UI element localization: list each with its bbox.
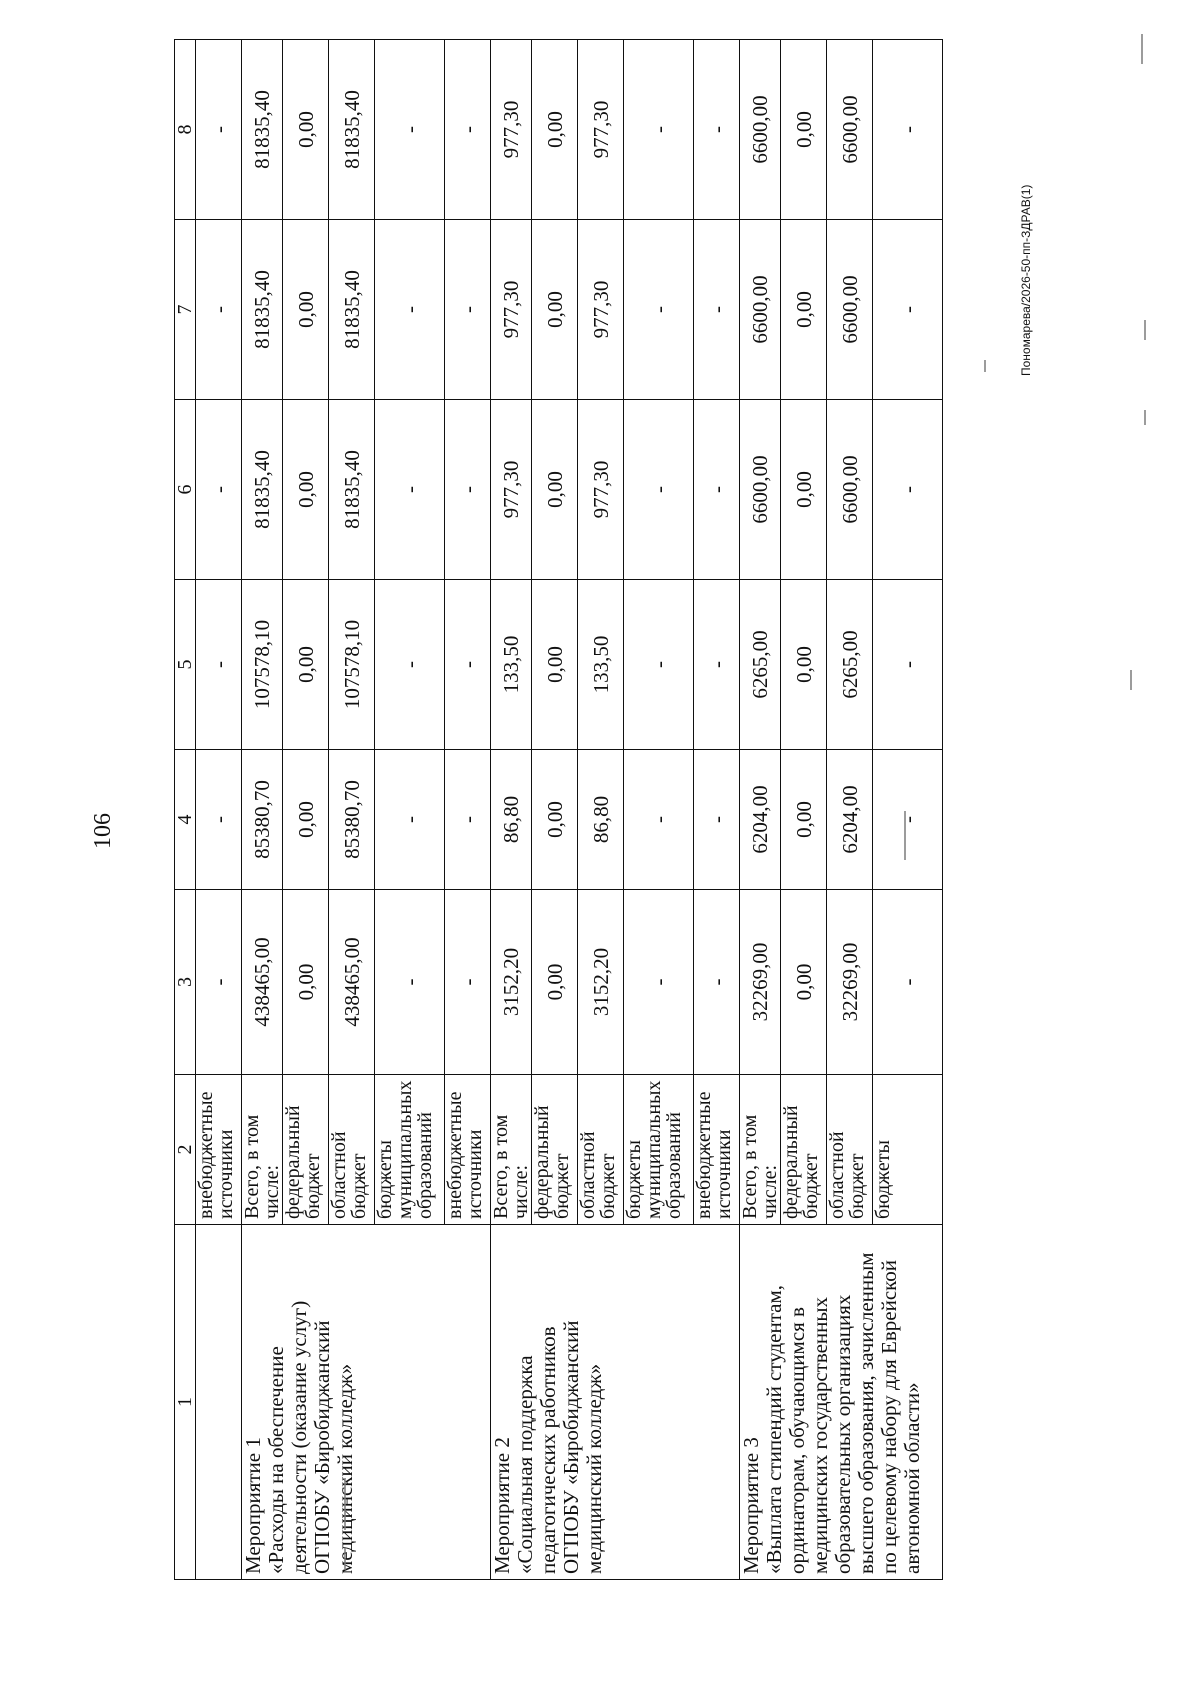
value-cell: 0,00 — [532, 750, 578, 890]
funding-source: федеральный бюджет — [283, 1075, 329, 1225]
value-cell: - — [624, 750, 694, 890]
value-cell: 107578,10 — [329, 580, 375, 750]
value-cell: 0,00 — [532, 580, 578, 750]
budget-table — [174, 39, 943, 1580]
activity-text-line: медицинский колледж» — [333, 1363, 357, 1574]
value-cell: - — [445, 750, 491, 890]
value-cell: 0,00 — [283, 890, 329, 1075]
value-cell: - — [624, 400, 694, 580]
value-cell: 0,00 — [532, 890, 578, 1075]
activity-text-line: по целевому набору для Еврейской — [877, 1259, 901, 1574]
value-cell: - — [196, 750, 242, 890]
value-cell: 6265,00 — [740, 580, 781, 750]
value-cell: - — [694, 750, 740, 890]
value-cell: - — [873, 890, 943, 1075]
value-cell: - — [873, 400, 943, 580]
value-cell: 6600,00 — [827, 40, 873, 220]
value-cell: 0,00 — [781, 580, 827, 750]
value-cell: 81835,40 — [329, 220, 375, 400]
value-cell: - — [873, 40, 943, 220]
value-cell: - — [196, 40, 242, 220]
activity-text-line: ОГПОБУ «Биробиджанский — [310, 1320, 334, 1574]
value-cell: - — [873, 580, 943, 750]
activity-text-line: «Выплата стипендий студентам, — [762, 1285, 786, 1574]
value-cell: 977,30 — [491, 40, 532, 220]
header-row — [175, 40, 196, 1580]
value-cell: 977,30 — [578, 40, 624, 220]
funding-source: федеральный бюджет — [532, 1075, 578, 1225]
activity-text-line: Мероприятие 3 — [739, 1437, 763, 1574]
value-cell: 3152,20 — [578, 890, 624, 1075]
value-cell: 86,80 — [491, 750, 532, 890]
value-cell: 438465,00 — [242, 890, 283, 1075]
activity-text-line: медицинский колледж» — [582, 1363, 606, 1574]
value-cell: 81835,40 — [329, 40, 375, 220]
value-cell: - — [624, 220, 694, 400]
value-cell: 0,00 — [283, 220, 329, 400]
funding-source: бюджеты муниципальных образований — [624, 1075, 694, 1225]
value-cell: 0,00 — [781, 40, 827, 220]
funding-source: областной бюджет — [827, 1075, 873, 1225]
funding-source: внебюджетные источники — [445, 1075, 491, 1225]
value-cell: - — [694, 890, 740, 1075]
page-number: 106 — [90, 813, 116, 849]
table-row — [242, 40, 283, 1580]
column-header: 6 — [175, 400, 196, 580]
value-cell: 6204,00 — [827, 750, 873, 890]
value-cell: 85380,70 — [242, 750, 283, 890]
value-cell: 6600,00 — [827, 400, 873, 580]
value-cell: - — [694, 580, 740, 750]
column-header: 5 — [175, 580, 196, 750]
funding-source: федеральный бюджет — [781, 1075, 827, 1225]
value-cell: - — [624, 40, 694, 220]
funding-source: областной бюджет — [578, 1075, 624, 1225]
value-cell: - — [196, 220, 242, 400]
value-cell: 6265,00 — [827, 580, 873, 750]
value-cell: 133,50 — [491, 580, 532, 750]
value-cell: 438465,00 — [329, 890, 375, 1075]
value-cell: 86,80 — [578, 750, 624, 890]
column-header: 2 — [175, 1075, 196, 1225]
value-cell: 6600,00 — [740, 220, 781, 400]
value-cell: 0,00 — [283, 40, 329, 220]
value-cell: 0,00 — [781, 400, 827, 580]
column-header: 4 — [175, 750, 196, 890]
value-cell: - — [624, 580, 694, 750]
value-cell: - — [445, 40, 491, 220]
value-cell: - — [375, 40, 445, 220]
document-footer-code: Пономарева/2026-50-пп-ЗДРАВ(1) — [1019, 184, 1033, 376]
value-cell: - — [624, 890, 694, 1075]
budget-table-body — [175, 40, 943, 1580]
value-cell: 0,00 — [283, 580, 329, 750]
value-cell: 81835,40 — [242, 40, 283, 220]
value-cell: - — [375, 580, 445, 750]
table-row — [491, 40, 532, 1580]
funding-source: бюджеты — [873, 1075, 943, 1225]
value-cell: 6600,00 — [740, 40, 781, 220]
column-header: 1 — [175, 1225, 196, 1580]
value-cell: - — [694, 220, 740, 400]
activity-text-line: высшего образования, зачисленным — [854, 1252, 878, 1574]
value-cell: 133,50 — [578, 580, 624, 750]
value-cell: 0,00 — [532, 400, 578, 580]
value-cell: - — [445, 400, 491, 580]
value-cell: 6204,00 — [740, 750, 781, 890]
value-cell: 6600,00 — [827, 220, 873, 400]
value-cell: 977,30 — [491, 220, 532, 400]
value-cell: 977,30 — [491, 400, 532, 580]
value-cell: - — [375, 400, 445, 580]
table-row — [196, 40, 242, 1580]
value-cell: - — [694, 40, 740, 220]
activity-text-line: образовательных организациях — [831, 1294, 855, 1574]
rotated-table-wrapper — [174, 40, 1054, 1580]
activity-text-line: «Расходы на обеспечение — [264, 1346, 288, 1574]
value-cell: - — [196, 580, 242, 750]
funding-source: Всего, в том числе: — [740, 1075, 781, 1225]
value-cell: - — [445, 580, 491, 750]
value-cell: 0,00 — [283, 750, 329, 890]
value-cell: 81835,40 — [242, 220, 283, 400]
activity-text-line: деятельности (оказание услуг) — [287, 1300, 311, 1574]
value-cell: 0,00 — [283, 400, 329, 580]
value-cell: - — [445, 890, 491, 1075]
value-cell: - — [375, 220, 445, 400]
value-cell: 6600,00 — [740, 400, 781, 580]
value-cell: 107578,10 — [242, 580, 283, 750]
column-header: 3 — [175, 890, 196, 1075]
activity-text-line: медицинских государственных — [808, 1296, 832, 1574]
table-row — [740, 40, 781, 1580]
value-cell: 0,00 — [532, 40, 578, 220]
value-cell: 81835,40 — [242, 400, 283, 580]
value-cell: 32269,00 — [827, 890, 873, 1075]
value-cell: 81835,40 — [329, 400, 375, 580]
column-header: 7 — [175, 220, 196, 400]
activity-text-line: Мероприятие 1 — [241, 1437, 265, 1574]
activity-cell-empty — [196, 1225, 242, 1580]
funding-source: внебюджетные источники — [694, 1075, 740, 1225]
value-cell: 3152,20 — [491, 890, 532, 1075]
funding-source: внебюджетные источники — [196, 1075, 242, 1225]
value-cell: - — [445, 220, 491, 400]
value-cell: 977,30 — [578, 400, 624, 580]
activity-description — [491, 1225, 740, 1580]
funding-source: Всего, в том числе: — [491, 1075, 532, 1225]
funding-source: бюджеты муниципальных образований — [375, 1075, 445, 1225]
value-cell: 85380,70 — [329, 750, 375, 890]
funding-source: областной бюджет — [329, 1075, 375, 1225]
activity-description — [740, 1225, 943, 1580]
activity-text-line: ординаторам, обучающимся в — [785, 1307, 809, 1574]
funding-source: Всего, в том числе: — [242, 1075, 283, 1225]
value-cell: - — [375, 750, 445, 890]
value-cell: - — [873, 750, 943, 890]
activity-text-line: автономной области» — [900, 1382, 924, 1574]
column-header: 8 — [175, 40, 196, 220]
value-cell: 32269,00 — [740, 890, 781, 1075]
value-cell: - — [196, 890, 242, 1075]
value-cell: 977,30 — [578, 220, 624, 400]
value-cell: - — [873, 220, 943, 400]
value-cell: 0,00 — [781, 220, 827, 400]
value-cell: - — [375, 890, 445, 1075]
activity-text-line: ОГПОБУ «Биробиджанский — [559, 1320, 583, 1574]
value-cell: - — [196, 400, 242, 580]
value-cell: - — [694, 400, 740, 580]
activity-text-line: педагогических работников — [536, 1326, 560, 1574]
activity-description — [242, 1225, 491, 1580]
activity-text-line: «Социальная поддержка — [513, 1355, 537, 1574]
value-cell: 0,00 — [781, 750, 827, 890]
value-cell: 0,00 — [781, 890, 827, 1075]
activity-text-line: Мероприятие 2 — [490, 1437, 514, 1574]
value-cell: 0,00 — [532, 220, 578, 400]
